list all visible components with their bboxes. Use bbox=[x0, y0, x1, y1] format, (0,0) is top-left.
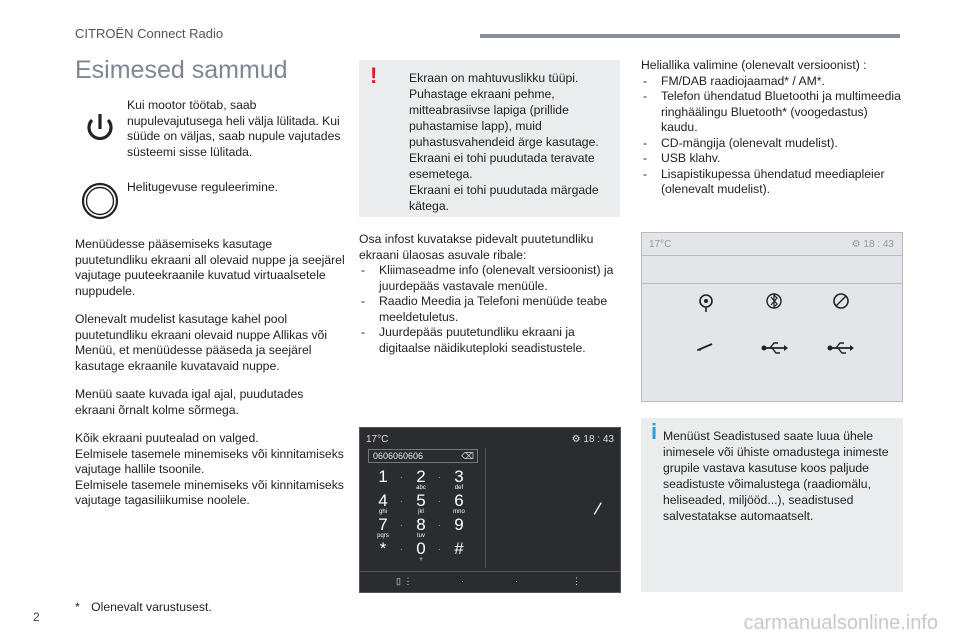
more-icon: ⋮ bbox=[572, 576, 581, 586]
watermark: carmanualsonline.info bbox=[743, 612, 938, 634]
keypad-digit: 4 bbox=[378, 491, 388, 510]
keypad-separator: · bbox=[400, 496, 403, 506]
volume-knob-info bbox=[75, 178, 345, 228]
settings-icon: ⚙ bbox=[571, 434, 584, 445]
radio-source-icon bbox=[700, 295, 712, 312]
middle-column-text bbox=[359, 232, 624, 356]
backspace-icon: ⌫ bbox=[461, 451, 474, 461]
top-bar-list bbox=[359, 263, 624, 356]
info-icon: i bbox=[651, 419, 658, 444]
page-number: 2 bbox=[33, 610, 40, 624]
keypad-digit: 3 bbox=[454, 467, 464, 486]
clock-readout bbox=[572, 434, 614, 445]
keypad-digit: 0 bbox=[416, 539, 426, 558]
info-box bbox=[641, 418, 903, 592]
keypad-letters: + bbox=[419, 557, 423, 563]
settings-icon: ⚙ bbox=[851, 239, 864, 250]
paragraph: Menüüdesse pääsemiseks kasutage puutetundliku ekraani all olevaid nuppe ja seejärel vajutage puuteekraanile kuvatud virtuaalsetele nuppudele. bbox=[75, 237, 345, 298]
keypad-key[interactable] bbox=[368, 492, 398, 516]
keypad-letters: jkl bbox=[418, 509, 424, 515]
list-item: - USB klahv. bbox=[641, 151, 906, 167]
keypad-letters: pqrs bbox=[377, 533, 389, 539]
keypad-separator: · bbox=[438, 472, 441, 482]
keypad-key[interactable] bbox=[444, 540, 474, 564]
phone-status-icon: ▯ ⋮ bbox=[396, 576, 413, 586]
keypad-key[interactable] bbox=[368, 540, 398, 564]
cd-source-icon bbox=[834, 294, 848, 308]
keypad-key[interactable] bbox=[368, 468, 398, 492]
list-item: - CD-mängija (olenevalt mudelist). bbox=[641, 136, 906, 152]
keypad-digit: 9 bbox=[454, 515, 464, 534]
paragraph: Olenevalt mudelist kasutage kahel pool puutetundliku ekraani olevaid nuppe Allikas või Menüü, et menüüdesse pääseda ja seejärel kasutage ekraanile kuvatavaid nuppe. bbox=[75, 312, 328, 373]
keypad-key[interactable] bbox=[444, 516, 474, 540]
list-item: - Kliimaseadme info (olenevalt versioonist) ja juurdepääs vastavale menüüle. bbox=[359, 263, 624, 294]
info-text: Menüüst Seadistused saate luua ühele inimesele või ühiste omadustega inimeste grupile vastava kasutuse koos paljude seadistuste võimalustega (raadiomälu, heliseaded, miljööd...), seadistused salvestatakse automaatselt. bbox=[663, 429, 889, 523]
volume-text: Helitugevuse reguleerimine. bbox=[127, 180, 279, 194]
keypad-letters: mno bbox=[453, 509, 465, 515]
bottom-bar-rule bbox=[360, 571, 621, 572]
left-column-text bbox=[75, 237, 345, 522]
bluetooth-source-icon bbox=[767, 294, 781, 308]
clock-time: 18 : 43 bbox=[583, 434, 614, 445]
keypad-digit: 2 bbox=[416, 467, 426, 486]
top-bar-rule bbox=[642, 283, 903, 284]
dialed-number bbox=[368, 449, 478, 463]
phone-dialer-screenshot bbox=[359, 427, 621, 593]
list-item: - Telefon ühendatud Bluetoothi ja multimeedia ringhäälingu Bluetooth* (voogedastus) kaudu. bbox=[641, 89, 906, 136]
keypad-digit: 7 bbox=[378, 515, 388, 534]
page-title: Esimesed sammud bbox=[75, 56, 288, 84]
keypad-key[interactable] bbox=[406, 468, 436, 492]
aux-source-icon bbox=[697, 344, 712, 350]
keypad-key[interactable] bbox=[406, 516, 436, 540]
keypad-separator: · bbox=[400, 520, 403, 530]
screen-divider bbox=[485, 448, 486, 568]
keypad-digit: 1 bbox=[378, 467, 388, 486]
warning-text: Ekraan on mahtuvuslikku tüüpi. Puhastage ekraani pehme, mitteabrasiivse lapiga (prillide puhastamise lapp), muid puhastusvahendeid ärge kasutage. Ekraani ei tohi puudutada teravate esemetega. Ekraani ei tohi puudutada märgade kätega. bbox=[409, 71, 599, 213]
keypad-key[interactable] bbox=[406, 540, 436, 564]
keypad-separator: · bbox=[438, 520, 441, 530]
power-button-info bbox=[75, 98, 345, 158]
keypad-digit: 5 bbox=[416, 491, 426, 510]
dialed-number-text: 0606060606 bbox=[373, 451, 424, 461]
paragraph: Kõik ekraani puutealad on valged. Eelmisele tasemele minemiseks või kinnitamiseks vajutage hallile tsoonile. Eelmisele tasemele minemiseks või kinnitamiseks vajutage tagasiliikumise noolele. bbox=[75, 431, 344, 507]
footnote bbox=[75, 600, 212, 614]
power-text: Kui mootor töötab, saab nupulevajutusega heli välja lülitada. Kui süüde on väljas, saab nupule vajutades süsteemi sisse lülitada. bbox=[127, 98, 341, 159]
power-icon bbox=[80, 108, 120, 148]
keypad-letters: def bbox=[454, 485, 464, 491]
keypad-key[interactable] bbox=[368, 516, 398, 540]
temperature-readout: 17°C bbox=[649, 239, 672, 250]
bar-dot: · bbox=[515, 576, 518, 586]
keypad-digit: 6 bbox=[454, 491, 464, 510]
bar-dot: · bbox=[461, 576, 464, 586]
keypad-digit: 8 bbox=[416, 515, 426, 534]
source-intro: Heliallika valimine (olenevalt versioonist) : bbox=[641, 58, 867, 72]
temperature-readout: 17°C bbox=[366, 434, 389, 445]
footnote-text: Olenevalt varustusest. bbox=[91, 600, 212, 614]
top-bar-intro: Osa infost kuvatakse pidevalt puutetundliku ekraani ülaosas asuvale ribale: bbox=[359, 232, 594, 262]
source-icons bbox=[694, 288, 854, 368]
clock-time: 18 : 43 bbox=[863, 239, 894, 250]
right-column-text bbox=[641, 58, 906, 198]
keypad-separator: · bbox=[400, 472, 403, 482]
warning-icon: ! bbox=[370, 63, 378, 88]
warning-box bbox=[359, 60, 620, 217]
volume-knob-icon bbox=[80, 181, 120, 221]
keypad-letters: tuv bbox=[416, 533, 425, 539]
list-item: - Raadio Meedia ja Telefoni menüüde teabe meeldetuletus. bbox=[359, 294, 624, 325]
header-rule bbox=[480, 34, 900, 38]
clock-readout bbox=[852, 239, 894, 250]
paragraph: Menüü saate kuvada igal ajal, puudutades ekraani õrnalt kolme sõrmega. bbox=[75, 387, 304, 417]
call-icon: / bbox=[592, 498, 603, 520]
usb-source-icon bbox=[762, 343, 789, 353]
keypad bbox=[368, 468, 478, 564]
keypad-separator: · bbox=[400, 544, 403, 554]
keypad-digit: # bbox=[454, 539, 464, 558]
document-header: CITROËN Connect Radio bbox=[75, 26, 224, 41]
keypad-letters: ghi bbox=[378, 509, 387, 515]
usb-source-icon bbox=[828, 343, 855, 353]
keypad-key[interactable] bbox=[444, 492, 474, 516]
keypad-separator: · bbox=[438, 496, 441, 506]
top-bar-rule bbox=[642, 255, 903, 256]
list-item: - Lisapistikupessa ühendatud meediapleier (olenevalt mudelist). bbox=[641, 167, 906, 198]
keypad-separator: · bbox=[438, 544, 441, 554]
footnote-star: * bbox=[75, 600, 80, 614]
keypad-key[interactable] bbox=[444, 468, 474, 492]
keypad-letters: abc bbox=[416, 485, 426, 491]
list-item: - Juurdepääs puutetundliku ekraani ja digitaalse näidikuteploki seadistustele. bbox=[359, 325, 624, 356]
source-list bbox=[641, 74, 906, 198]
list-item: - FM/DAB raadiojaamad* / AM*. bbox=[641, 74, 906, 90]
keypad-key[interactable] bbox=[406, 492, 436, 516]
source-selection-screenshot bbox=[641, 232, 903, 402]
keypad-digit: * bbox=[379, 539, 387, 558]
